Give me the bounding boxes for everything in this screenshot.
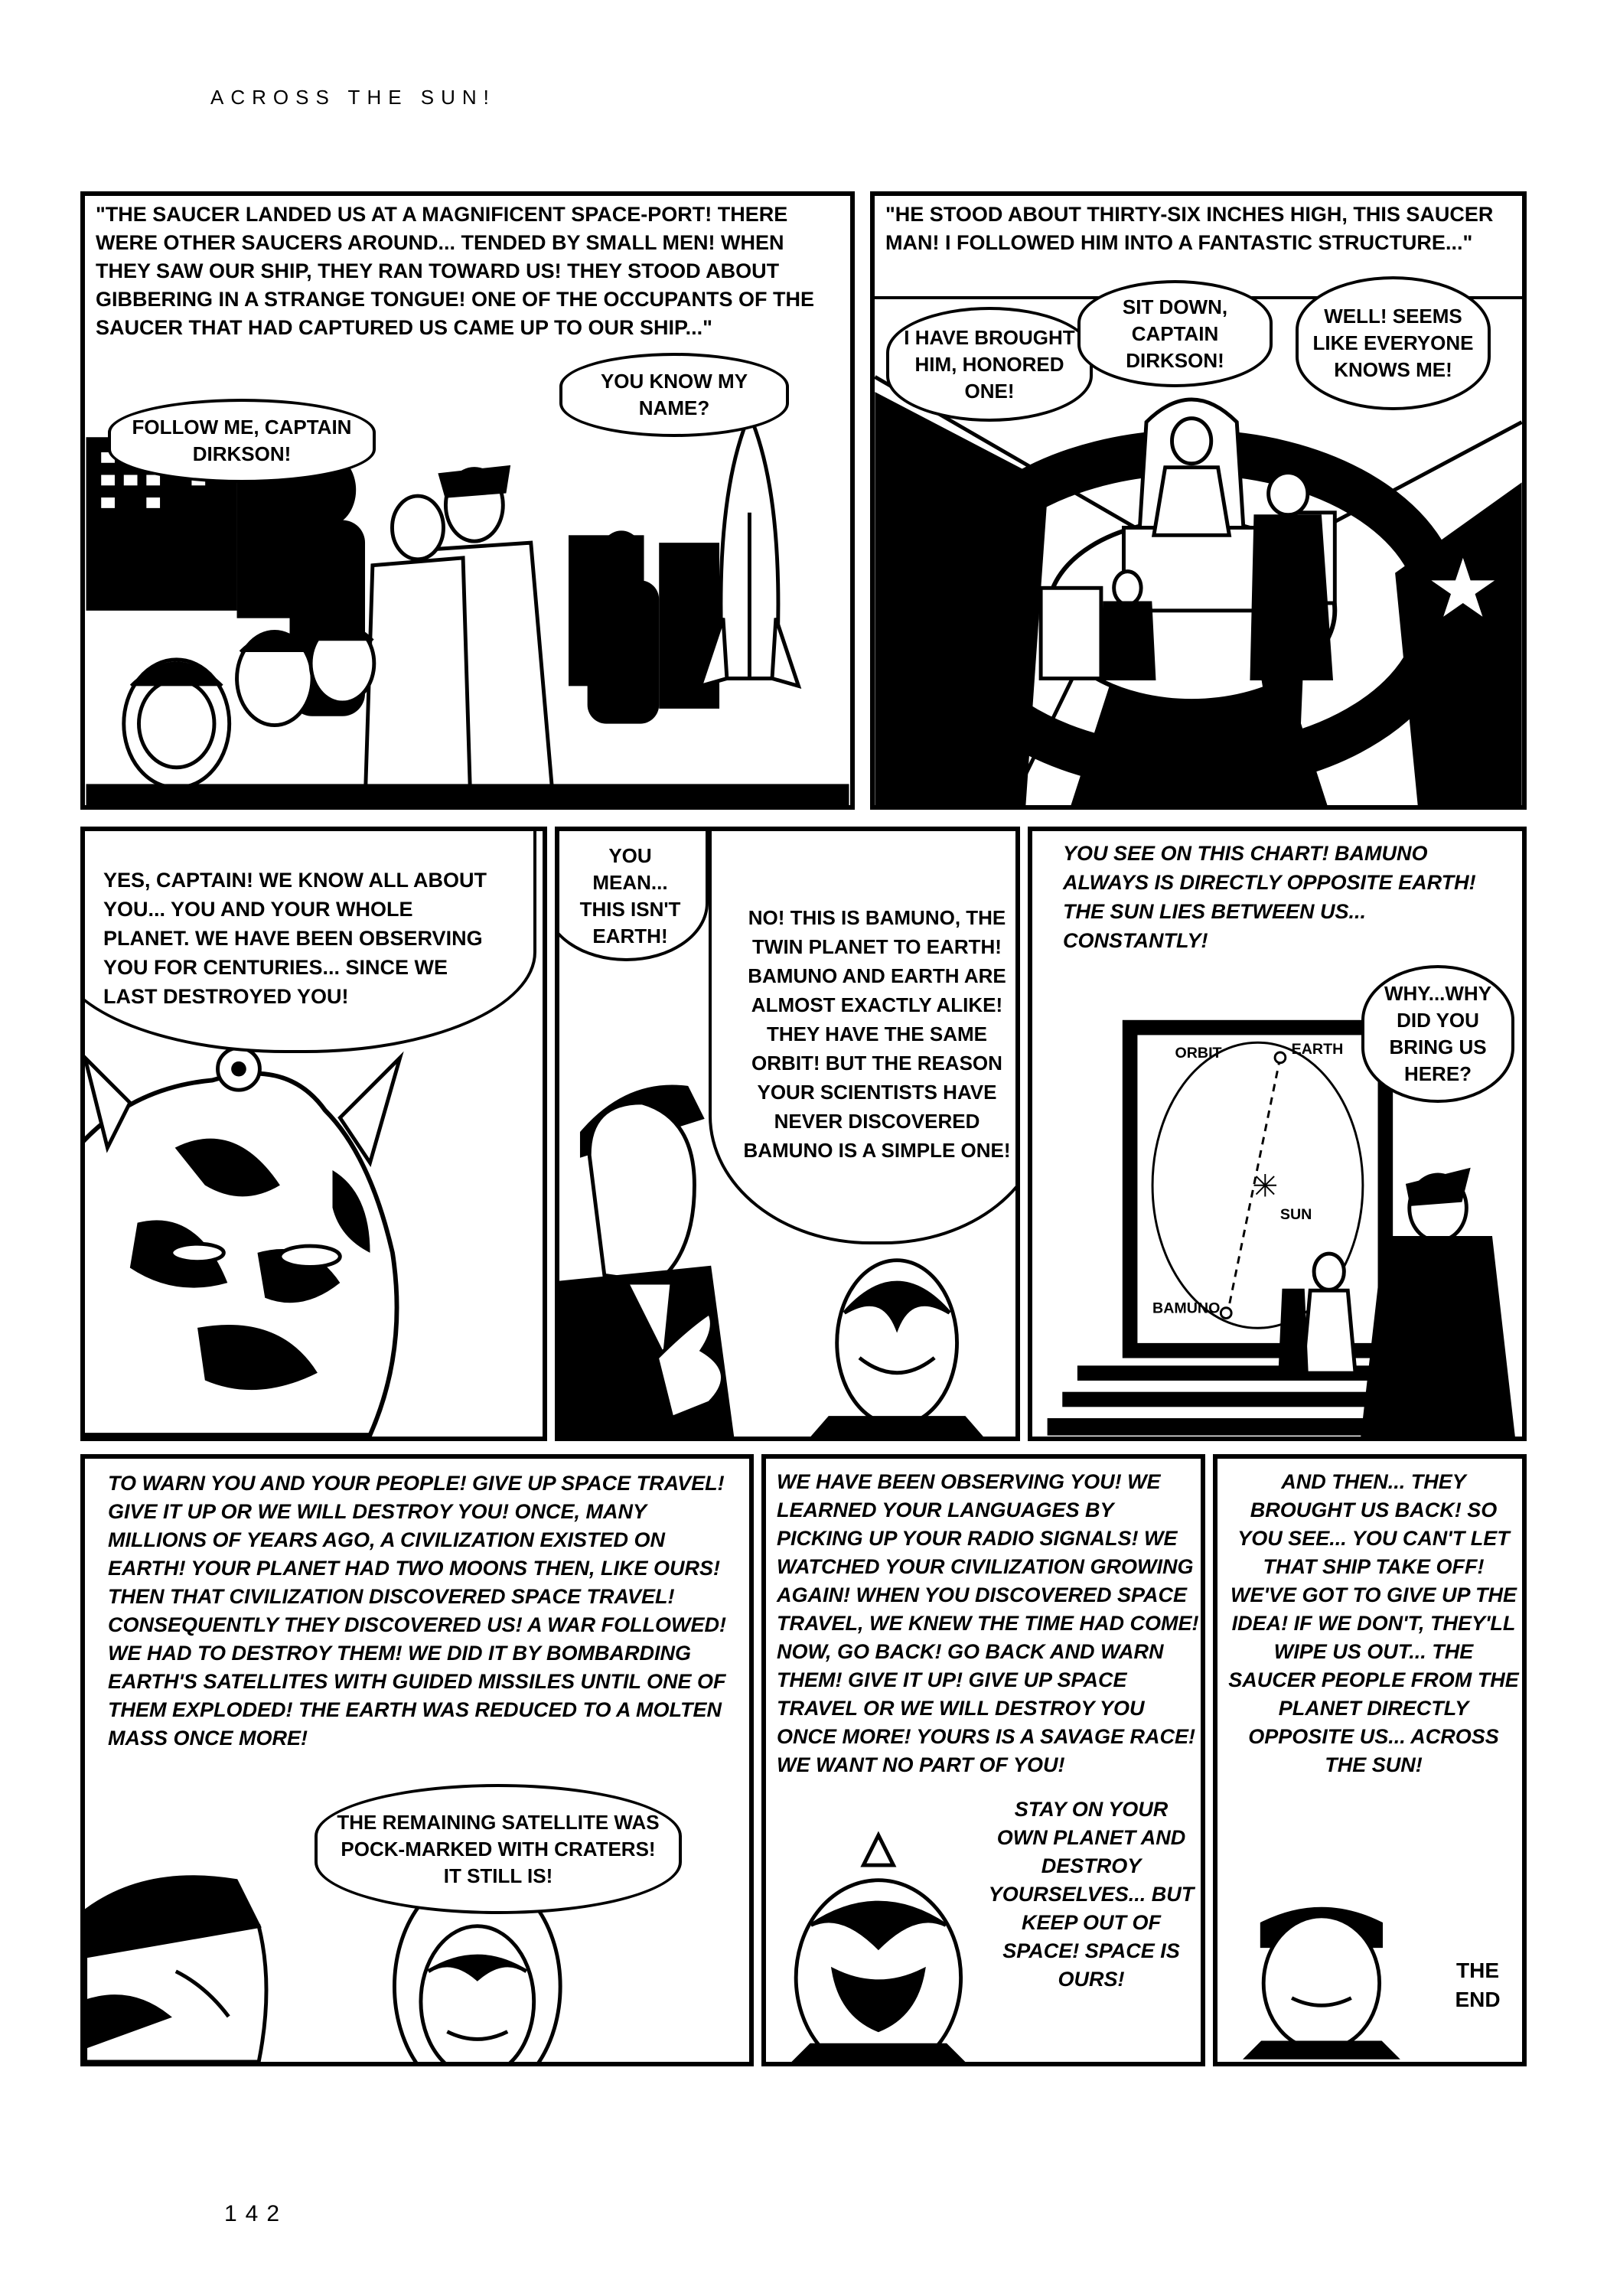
panel-3 bbox=[80, 827, 547, 1441]
panel-4 bbox=[555, 827, 1020, 1441]
panel-3-balloon-alien: YES, CAPTAIN! WE KNOW ALL ABOUT YOU... YOU AND YOUR WHOLE PLANET. WE HAVE BEEN OBSERVING YOU FOR CENTURIES... SINCE WE LAST DESTROYED YOU! bbox=[80, 827, 536, 1053]
panel-4-balloon-you-mean: YOU MEAN... THIS ISN'T EARTH! bbox=[555, 827, 709, 961]
panel-6-text-warning: TO WARN YOU AND YOUR PEOPLE! GIVE UP SPACE TRAVEL! GIVE IT UP OR WE WILL DESTROY YOU! ONCE, MANY MILLIONS OF YEARS AGO, A CIVILIZATION EXISTED ON EARTH! YOUR PLANET HAD TWO MOONS THEN, LIKE OURS! THEN THAT CIVILIZATION DISCOVERED SPACE TRAVEL! CONSEQUENTLY THEY DISCOVERED US! A WAR FOLLOWED! WE HAD TO DESTROY THEM! WE DID IT BY BOMBARDING EARTH'S SATELLITES WITH GUIDED MISSILES UNTIL ONE OF THEM EXPLODED! THE EARTH WAS REDUCED TO A MOLTEN MASS ONCE MORE! bbox=[108, 1472, 727, 1750]
panel-8 bbox=[1213, 1454, 1527, 2066]
chart-label-earth: EARTH bbox=[1291, 1040, 1344, 1058]
panel-6-balloon-satellite: THE REMAINING SATELLITE WAS POCK-MARKED WITH CRATERS! IT STILL IS! bbox=[315, 1784, 682, 1914]
chart-label-orbit: ORBIT bbox=[1175, 1044, 1222, 1062]
chart-label-sun: SUN bbox=[1279, 1205, 1312, 1223]
panel-8-text-across-the-sun: AND THEN... THEY BROUGHT US BACK! SO YOU SEE... YOU CAN'T LET THAT SHIP TAKE OFF! WE'VE GOT TO GIVE UP THE IDEA! IF WE DON'T, THEY'LL WIPE US OUT... THE SAUCER PEOPLE FROM THE PLANET DIRECTLY OPPOSITE US... ACROSS THE SUN! bbox=[1228, 1470, 1519, 1776]
panel-2-balloon-seems-everyone: WELL! SEEMS LIKE EVERYONE KNOWS ME! bbox=[1296, 276, 1491, 410]
panel-1-caption: "THE SAUCER LANDED US AT A MAGNIFICENT SPACE-PORT! THERE WERE OTHER SAUCERS AROUND... TENDED BY SMALL MEN! WHEN THEY SAW OUR SHIP, THEY RAN TOWARD US! THEY STOOD ABOUT GIBBERING IN A STRANGE TONGUE! ONE OF THE OCCUPANTS OF THE SAUCER THAT HAD CAPTURED US CAME UP TO OUR SHIP..." bbox=[85, 196, 850, 403]
panel-7 bbox=[761, 1454, 1205, 2066]
panel-5-balloon-why: WHY...WHY DID YOU BRING US HERE? bbox=[1361, 965, 1514, 1103]
panel-2-balloon-brought-him: I HAVE BROUGHT HIM, HONORED ONE! bbox=[886, 307, 1093, 422]
panel-2-balloon-sit-down: SIT DOWN, CAPTAIN DIRKSON! bbox=[1077, 280, 1273, 387]
panel-5 bbox=[1028, 827, 1527, 1441]
panel-7-text-observing: WE HAVE BEEN OBSERVING YOU! WE LEARNED YOUR LANGUAGES BY PICKING UP YOUR RADIO SIGNALS! WE WATCHED YOUR CIVILIZATION GROWING AGAIN! WHEN YOU DISCOVERED SPACE TRAVEL, WE KNEW THE TIME HAD COME! NOW, GO BACK! GO BACK AND WARN THEM! GIVE IT UP! GIVE UP SPACE TRAVEL OR WE WILL DESTROY YOU ONCE MORE! YOURS IS A SAVAGE RACE! WE WANT NO PART OF YOU! bbox=[777, 1470, 1199, 1776]
panel-5-text-chart: YOU SEE ON THIS CHART! BAMUNO ALWAYS IS DIRECTLY OPPOSITE EARTH! THE SUN LIES BETWEEN US... CONSTANTLY! bbox=[1032, 831, 1522, 984]
panel-6 bbox=[80, 1454, 754, 2066]
panel-1-balloon-you-know: YOU KNOW MY NAME? bbox=[559, 353, 789, 437]
panel-1-balloon-captain-prompt: FOLLOW ME, CAPTAIN DIRKSON! bbox=[108, 399, 376, 483]
chart-label-bamuno: BAMUNO bbox=[1152, 1300, 1221, 1317]
panel-4-balloon-bamuno-twin: NO! THIS IS BAMUNO, THE TWIN PLANET TO EARTH! BAMUNO AND EARTH ARE ALMOST EXACTLY ALIKE! THEY HAVE THE SAME ORBIT! BUT THE REASON YOUR SCIENTISTS HAVE NEVER DISCOVERED BAMUNO IS A SIMPLE ONE! bbox=[709, 827, 1020, 1244]
panel-2-caption: "HE STOOD ABOUT THIRTY-SIX INCHES HIGH, THIS SAUCER MAN! I FOLLOWED HIM INTO A FANTASTIC STRUCTURE..." bbox=[875, 196, 1522, 299]
page-header: ACROSS THE SUN! bbox=[210, 86, 496, 109]
page-number: 142 bbox=[224, 2201, 288, 2226]
panel-1 bbox=[80, 191, 855, 810]
panel-7-text-space-is-ours: STAY ON YOUR OWN PLANET AND DESTROY YOURSELVES... BUT KEEP OUT OF SPACE! SPACE IS OURS! bbox=[988, 1798, 1195, 1991]
panel-8-the-end: THE END bbox=[1455, 1958, 1501, 2011]
panel-2 bbox=[870, 191, 1527, 810]
